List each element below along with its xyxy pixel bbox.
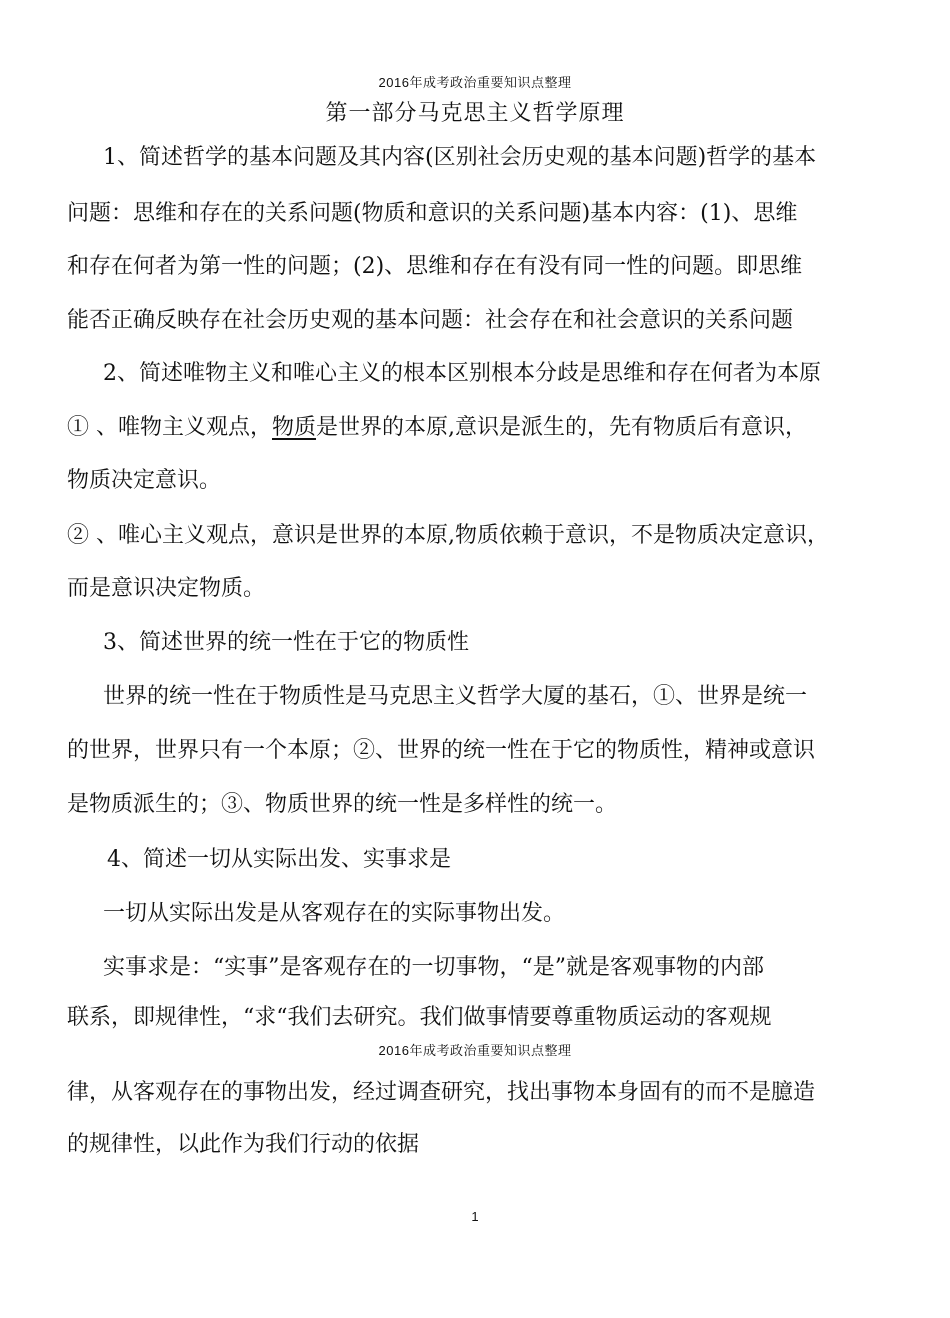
body-line: 和存在何者为第一性的问题；(2)、思维和存在有没有同一性的问题。即思维: [67, 254, 803, 279]
body-line: ② 、唯心主义观点，意识是世界的本原,物质依赖于意识，不是物质决定意识，: [67, 523, 829, 548]
body-line: 3、简述世界的统一性在于它的物质性: [103, 630, 469, 655]
page-header-repeat: 2016年成考政治重要知识点整理: [378, 1043, 572, 1058]
body-line: 的规律性，以此作为我们行动的依据: [67, 1132, 420, 1157]
body-text: 是世界的本原,意识是派生的，先有物质后有意识，: [316, 415, 808, 440]
body-line: 1、简述哲学的基本问题及其内容(区别社会历史观的基本问题)哲学的基本: [103, 145, 817, 170]
body-line: 律，从客观存在的事物出发，经过调查研究，找出事物本身固有的而不是臆造: [67, 1080, 816, 1105]
body-line: 物质决定意识。: [67, 468, 222, 493]
body-line: [67, 413, 807, 443]
body-line: 实事求是：“实事”是客观存在的一切事物，“是”就是客观事物的内部: [103, 955, 764, 980]
body-line: 世界的统一性在于物质性是马克思主义哲学大厦的基石，①、世界是统一: [103, 684, 808, 709]
page-number: 1: [471, 1209, 479, 1224]
body-line: 是物质派生的；③、物质世界的统一性是多样性的统一。: [67, 792, 618, 817]
body-line: 而是意识决定物质。: [67, 576, 266, 601]
body-line: 4、简述一切从实际出发、实事求是: [107, 847, 451, 872]
body-line: 联系，即规律性，“求“我们去研究。我们做事情要尊重物质运动的客观规: [67, 1005, 772, 1030]
body-line: 问题：思维和存在的关系问题(物质和意识的关系问题)基本内容：(1)、思维: [67, 201, 798, 226]
body-text: ① 、唯物主义观点，: [67, 415, 272, 440]
body-line: 能否正确反映存在社会历史观的基本问题：社会存在和社会意识的关系问题: [67, 308, 794, 333]
body-line: 的世界，世界只有一个本原；②、世界的统一性在于它的物质性，精神或意识: [67, 738, 816, 763]
body-line: 一切从实际出发是从客观存在的实际事物出发。: [103, 901, 566, 926]
page-title: 第一部分马克思主义哲学原理: [325, 101, 625, 126]
underlined-term: 物质: [272, 415, 317, 440]
page-header-top: 2016年成考政治重要知识点整理: [378, 75, 572, 90]
body-line: 2、简述唯物主义和唯心主义的根本区别根本分歧是思维和存在何者为本原: [103, 361, 821, 386]
